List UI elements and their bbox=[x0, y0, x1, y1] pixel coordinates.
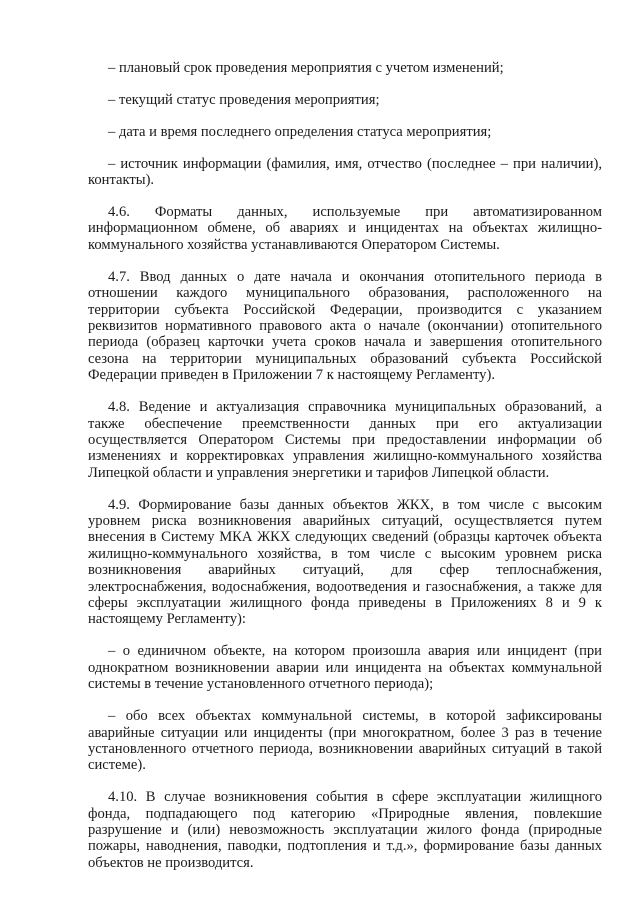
paragraph-4-6: 4.6. Форматы данных, используемые при автоматизированном информационном обмене, об авариях и инцидентах на объектах жилищно-коммунального хозяйства устанавливаются Оператором Системы. bbox=[88, 204, 602, 253]
paragraph-4-8: 4.8. Ведение и актуализация справочника муниципальных образований, а также обеспечение преемственности данных при его актуализации осуществляется Оператором Системы при предоставлении информации об изменениях и корректировках управления жилищно-коммунального хозяйства Липецкой области и управления энергетики и тарифов Липецкой области. bbox=[88, 399, 602, 481]
paragraph-4-9: 4.9. Формирование базы данных объектов ЖКХ, в том числе с высоким уровнем риска возникновения аварийных ситуаций, осуществляется путем внесения в Систему МКА ЖКХ следующих сведений (образцы карточек объекта жилищно-коммунального хозяйства, в том числе с высоким уровнем риска возникновения аварийных ситуаций, для сфер теплоснабжения, электроснабжения, водоснабжения, водоотведения и газоснабжения, а также для сферы эксплуатации жилищного фонда приведены в Приложениях 8 и 9 к настоящему Регламенту): bbox=[88, 496, 602, 628]
list-item-single-object: – о единичном объекте, на котором произошла авария или инцидент (при однократном возникновении аварии или инцидента на объектах коммунальной системы в течение установленного отчетного периода); bbox=[88, 643, 602, 693]
list-item-planned-term: – плановый срок проведения мероприятия с учетом изменений; bbox=[108, 60, 504, 76]
document-body bbox=[88, 60, 602, 887]
list-item-current-status: – текущий статус проведения мероприятия; bbox=[108, 91, 380, 108]
list-item-status-datetime: – дата и время последнего определения статуса мероприятия; bbox=[108, 123, 492, 140]
list-item-all-objects: – обо всех объектах коммунальной системы, в которой зафиксированы аварийные ситуации или инциденты (при многократном, более 3 раз в течение установленного отчетного периода, возникновении аварийных ситуаций в такой системе). bbox=[88, 708, 602, 774]
paragraph-4-10: 4.10. В случае возникновения события в сфере эксплуатации жилищного фонда, подпадающего под категорию «Природные явления, повлекшие разрушение и (или) невозможность эксплуатации жилого фонда (природные пожары, наводнения, паводки, подтопления и т.д.», формирование базы данных объектов не производится. bbox=[88, 789, 602, 871]
list-item-info-source: – источник информации (фамилия, имя, отчество (последнее – при наличии), контакты). bbox=[88, 155, 602, 189]
paragraph-4-7: 4.7. Ввод данных о дате начала и окончания отопительного периода в отношении каждого муниципального образования, расположенного на территории субъекта Российской Федерации, производится с указанием реквизитов нормативного правового акта о начале (окончании) отопительного периода (образец карточки учета сроков начала и завершения отопительного сезона на территории муниципальных образований субъекта Российской Федерации приведен в Приложении 7 к настоящему Регламенту). bbox=[88, 268, 602, 384]
